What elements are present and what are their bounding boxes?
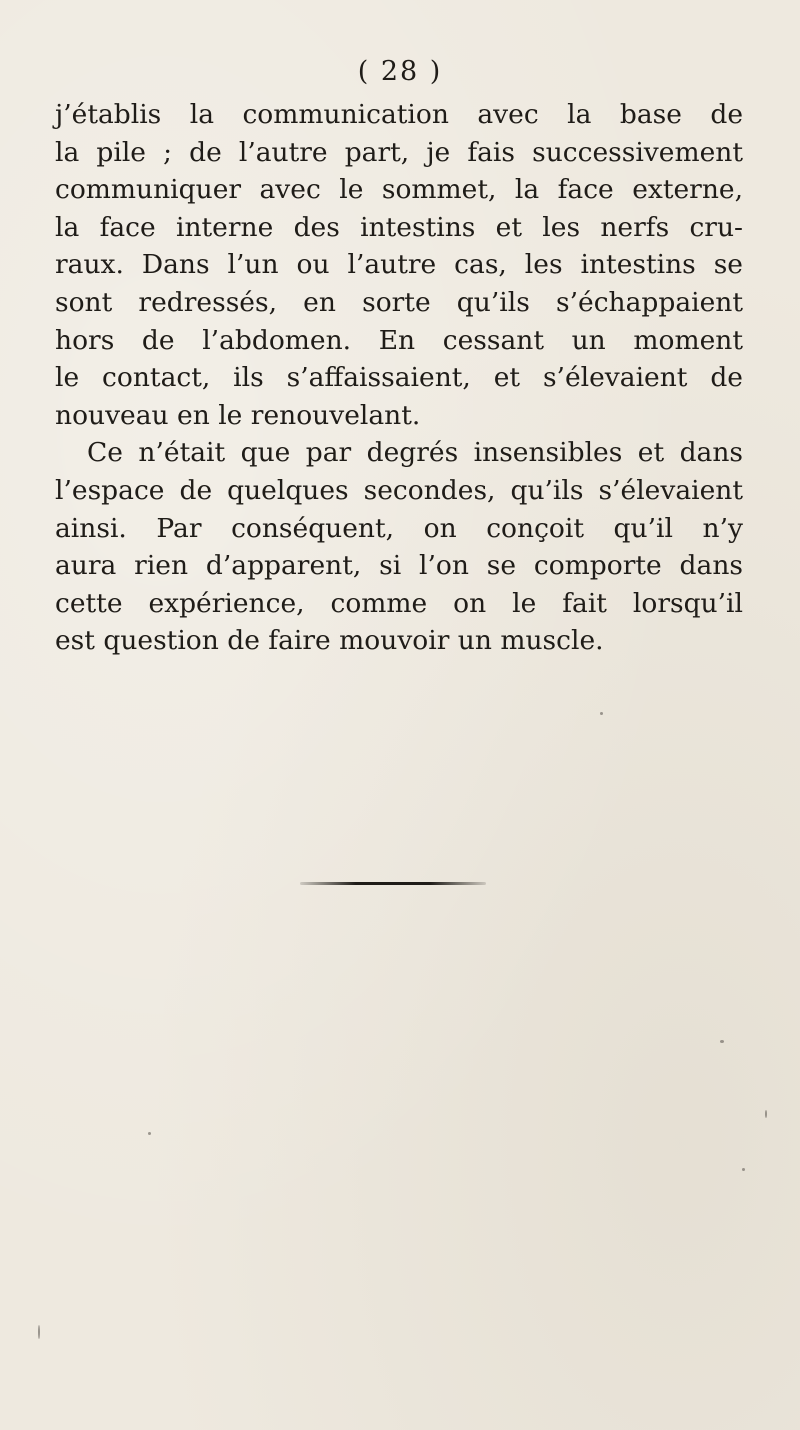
text-line: sont redressés, en sorte qu’ils s’échappaient xyxy=(55,286,743,318)
text-line: la face interne des intestins et les nerfs cru- xyxy=(55,211,743,243)
text-line: j’établis la communication avec la base de xyxy=(55,99,743,130)
paper-speck xyxy=(600,712,603,715)
text-line: cette expérience, comme on le fait lorsqu’il xyxy=(55,587,743,619)
paper-speck xyxy=(720,1040,724,1043)
body-text xyxy=(55,96,743,660)
text-line: ainsi. Par conséquent, on conçoit qu’il n’y xyxy=(55,512,743,544)
text-line: raux. Dans l’un ou l’autre cas, les intestins se xyxy=(55,249,743,281)
text-line: est question de faire mouvoir un muscle. xyxy=(55,625,604,657)
text-line: la pile ; de l’autre part, je fais successivement xyxy=(55,136,743,168)
text-line: le contact, ils s’affaissaient, et s’élevaient de xyxy=(55,362,743,394)
text-line: Ce n’était que par degrés insensibles et dans xyxy=(87,437,743,469)
text-line: hors de l’abdomen. En cessant un moment xyxy=(55,324,743,356)
paper-speck xyxy=(148,1132,151,1135)
text-line: communiquer avec le sommet, la face externe, xyxy=(55,174,743,206)
text-line: aura rien d’apparent, si l’on se comporte dans xyxy=(55,550,743,582)
paper-speck xyxy=(765,1110,767,1118)
text-line: l’espace de quelques secondes, qu’ils s’élevaient xyxy=(55,474,743,506)
end-ornament-rule xyxy=(300,882,486,885)
paper-speck xyxy=(38,1325,40,1339)
text-line: nouveau en le renouvelant. xyxy=(55,399,421,431)
page-number: ( 28 ) xyxy=(357,56,443,87)
paper-speck xyxy=(742,1168,745,1171)
